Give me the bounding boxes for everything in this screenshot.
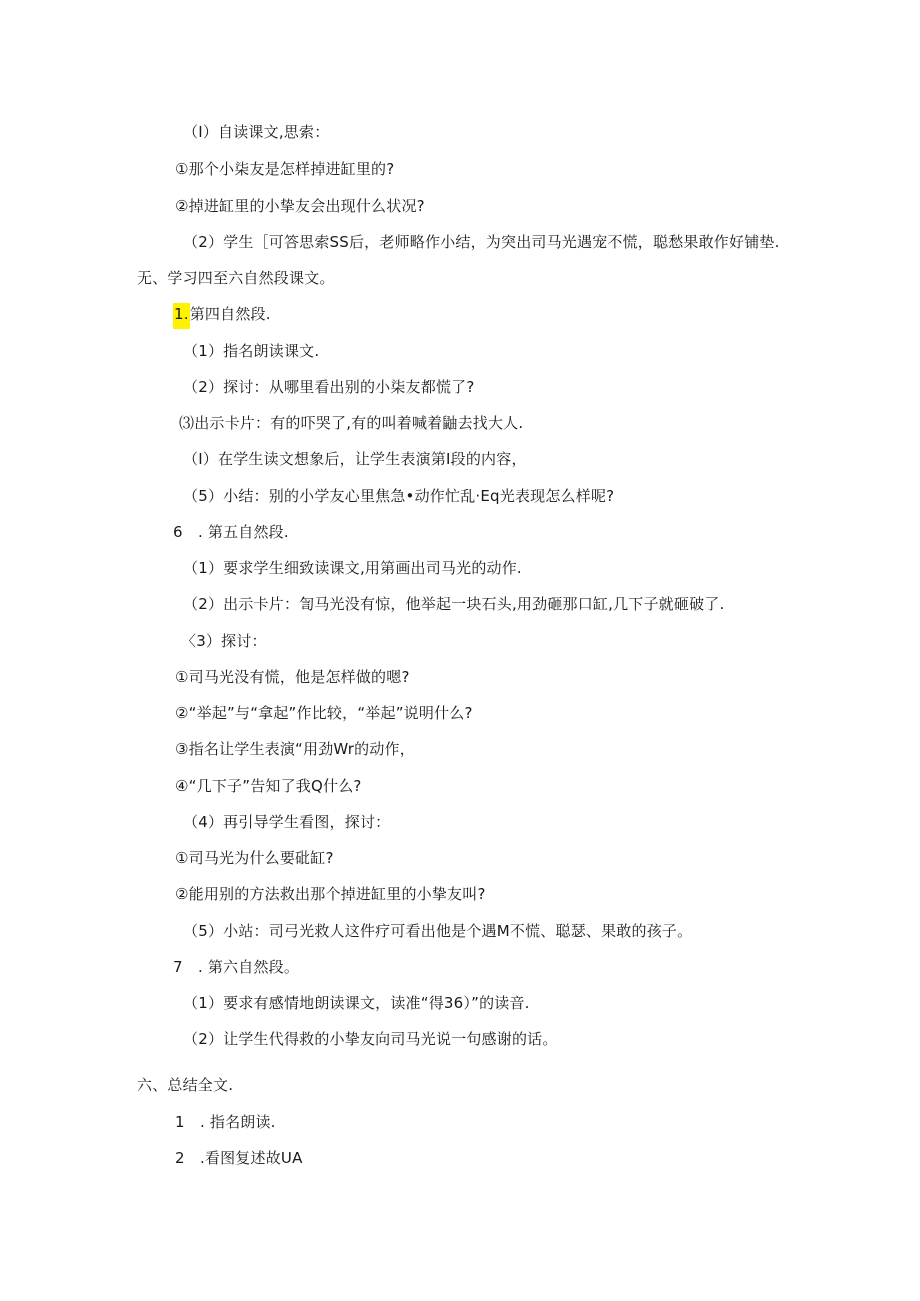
doc-line-28: 1 . 指名朗读.: [175, 1113, 276, 1131]
doc-line-6: 1.第四自然段.: [173, 304, 271, 324]
doc-line-3: ②掉进缸里的小挚友会出现什么状况?: [175, 197, 425, 215]
doc-line-23: （5）小站：司弓光救人这件疗可看出他是个遇M不慌、聪瑟、果敢的孩子。: [183, 922, 693, 940]
doc-line-18: ③指名让学生表演“用劲Wr的动作，: [175, 740, 415, 758]
doc-line-10: （I）在学生读文想象后，让学生表演第I段的内容，: [183, 450, 527, 468]
doc-line-20: （4）再引导学生看图，探讨：: [183, 813, 391, 831]
doc-line-11: （5）小结：别的小学友心里焦急•动作忙乱·Eq光表现怎么样呢?: [183, 487, 615, 505]
doc-line-9: ⑶出示卡片：有的吓哭了,有的叫着喊着鼬去找大人.: [179, 414, 524, 432]
doc-line-2: ①那个小柒友是怎样掉进缸里的?: [175, 160, 395, 178]
doc-line-1: （I）自读课文,思索：: [183, 123, 330, 141]
highlighted-number: 1.: [173, 303, 190, 329]
doc-line-4: （2）学生［可答思索SS后，老师略作小结，为突出司马光遇宠不慌，聪愁果敢作好铺垫.: [183, 233, 780, 251]
doc-line-12: 6 . 第五自然段.: [173, 523, 289, 541]
doc-line-15: 〈3）探讨：: [181, 632, 267, 650]
section-heading-27: 六、总结全文.: [137, 1076, 234, 1094]
doc-line-25: （1）要求有感情地朗读课文，读准“得36）”的读音.: [183, 994, 530, 1012]
doc-line-21: ①司马光为什么要砒缸?: [175, 849, 334, 867]
doc-line-22: ②能用别的方法救出那个掉进缸里的小挚友叫?: [175, 885, 486, 903]
doc-line-29: 2 .看图复述故UA: [175, 1149, 303, 1167]
doc-line-8: （2）探讨：从哪里看出别的小柒友都慌了?: [183, 378, 475, 396]
doc-line-26: （2）让学生代得救的小挚友向司马光说一句感谢的话。: [183, 1030, 558, 1048]
doc-line-24: 7 . 第六自然段。: [173, 958, 300, 976]
section-heading-5: 无、学习四至六自然段课文。: [137, 269, 335, 287]
doc-line-16: ①司马光没有慌，他是怎样做的嗯?: [175, 668, 410, 686]
doc-line-7: （1）指名朗读课文.: [183, 342, 320, 360]
doc-line-19: ④“几下子”告知了我Q什么?: [175, 777, 362, 795]
doc-line-13: （1）要求学生细致读课文,用第画出司马光的动作.: [183, 559, 522, 577]
doc-line-14: （2）出示卡片：訇马光没有惊，他举起一块石头,用劲砸那口缸,几下子就砸破了.: [183, 595, 725, 613]
doc-line-17: ②“举起”与“拿起”作比较，“举起”说明什么?: [175, 704, 473, 722]
